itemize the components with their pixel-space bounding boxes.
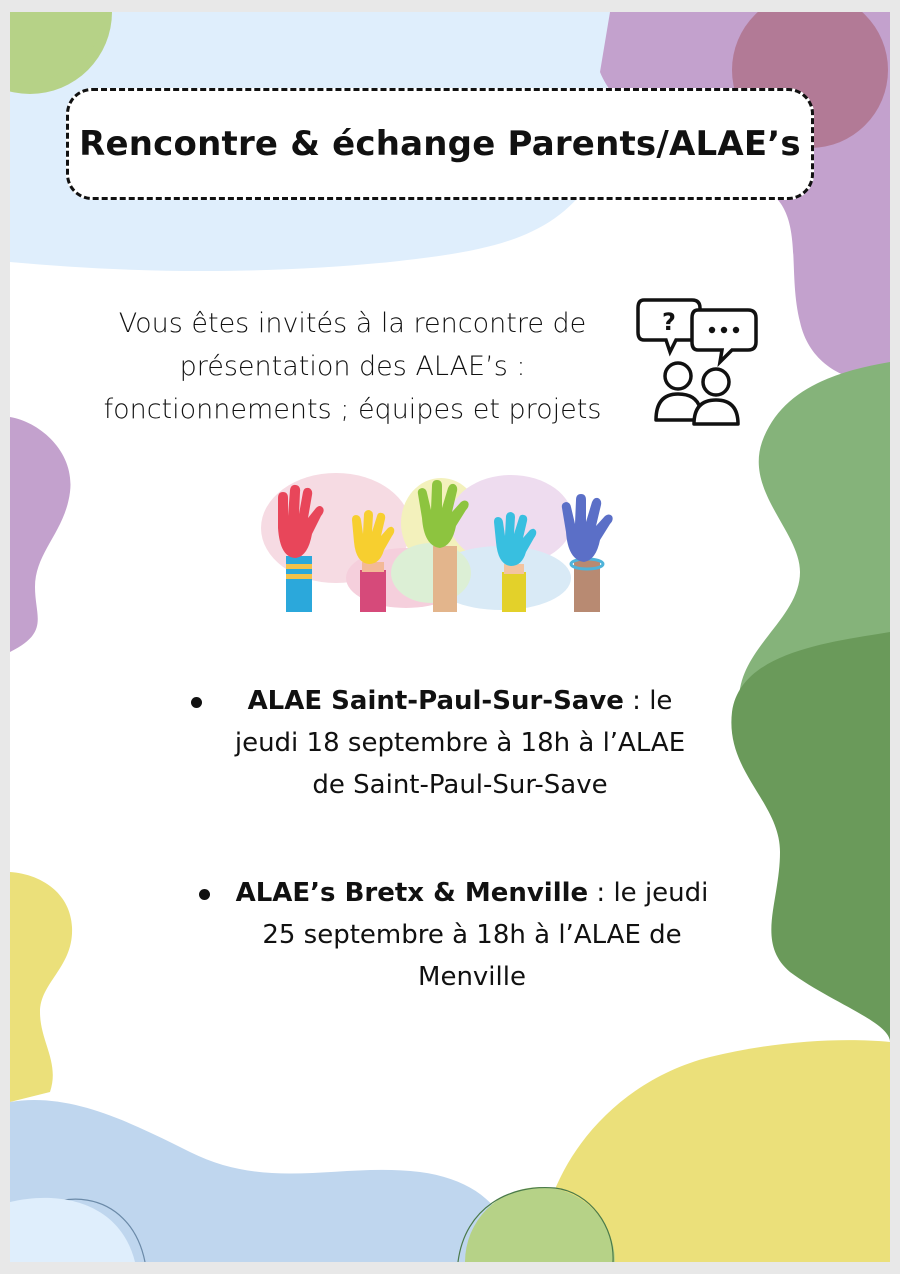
event-2: [222, 872, 722, 998]
raised-colorful-hands-illustration: [256, 468, 626, 612]
blob-purple-left: [10, 417, 70, 652]
event-2-line-3: Menville: [418, 962, 526, 992]
hand-blue: [562, 494, 613, 612]
bullet-1: [191, 697, 202, 708]
intro-line-3: fonctionnements ; équipes et projets: [103, 394, 602, 425]
flyer-page: [10, 12, 890, 1262]
blob-darkgreen-right: [731, 632, 890, 1042]
event-1-line-2: jeudi 18 septembre à 18h à l’ALAE: [234, 728, 686, 758]
event-2-line-1: [222, 872, 722, 914]
people-discussion-icon: [636, 296, 762, 428]
intro-line-1: Vous êtes invités à la rencontre de: [118, 308, 587, 339]
intro-text: [80, 302, 625, 431]
event-1-name: ALAE Saint-Paul-Sur-Save: [247, 686, 624, 716]
svg-text:?: ?: [662, 308, 676, 336]
title-box: [66, 88, 814, 200]
event-1-line-3: de Saint-Paul-Sur-Save: [312, 770, 608, 800]
page-title: Rencontre & échange Parents/ALAE’s: [79, 124, 801, 164]
event-2-sep: : le jeudi: [588, 878, 709, 908]
intro-line-2: présentation des ALAE’s :: [179, 351, 526, 382]
event-2-line-2: 25 septembre à 18h à l’ALAE de: [262, 920, 682, 950]
event-1-line-1: [215, 680, 705, 722]
bullet-2: [199, 889, 210, 900]
event-1: [215, 680, 705, 806]
event-2-name: ALAE’s Bretx & Menville: [235, 878, 589, 908]
blob-yellow-left: [10, 872, 72, 1102]
event-1-sep: : le: [623, 686, 673, 716]
